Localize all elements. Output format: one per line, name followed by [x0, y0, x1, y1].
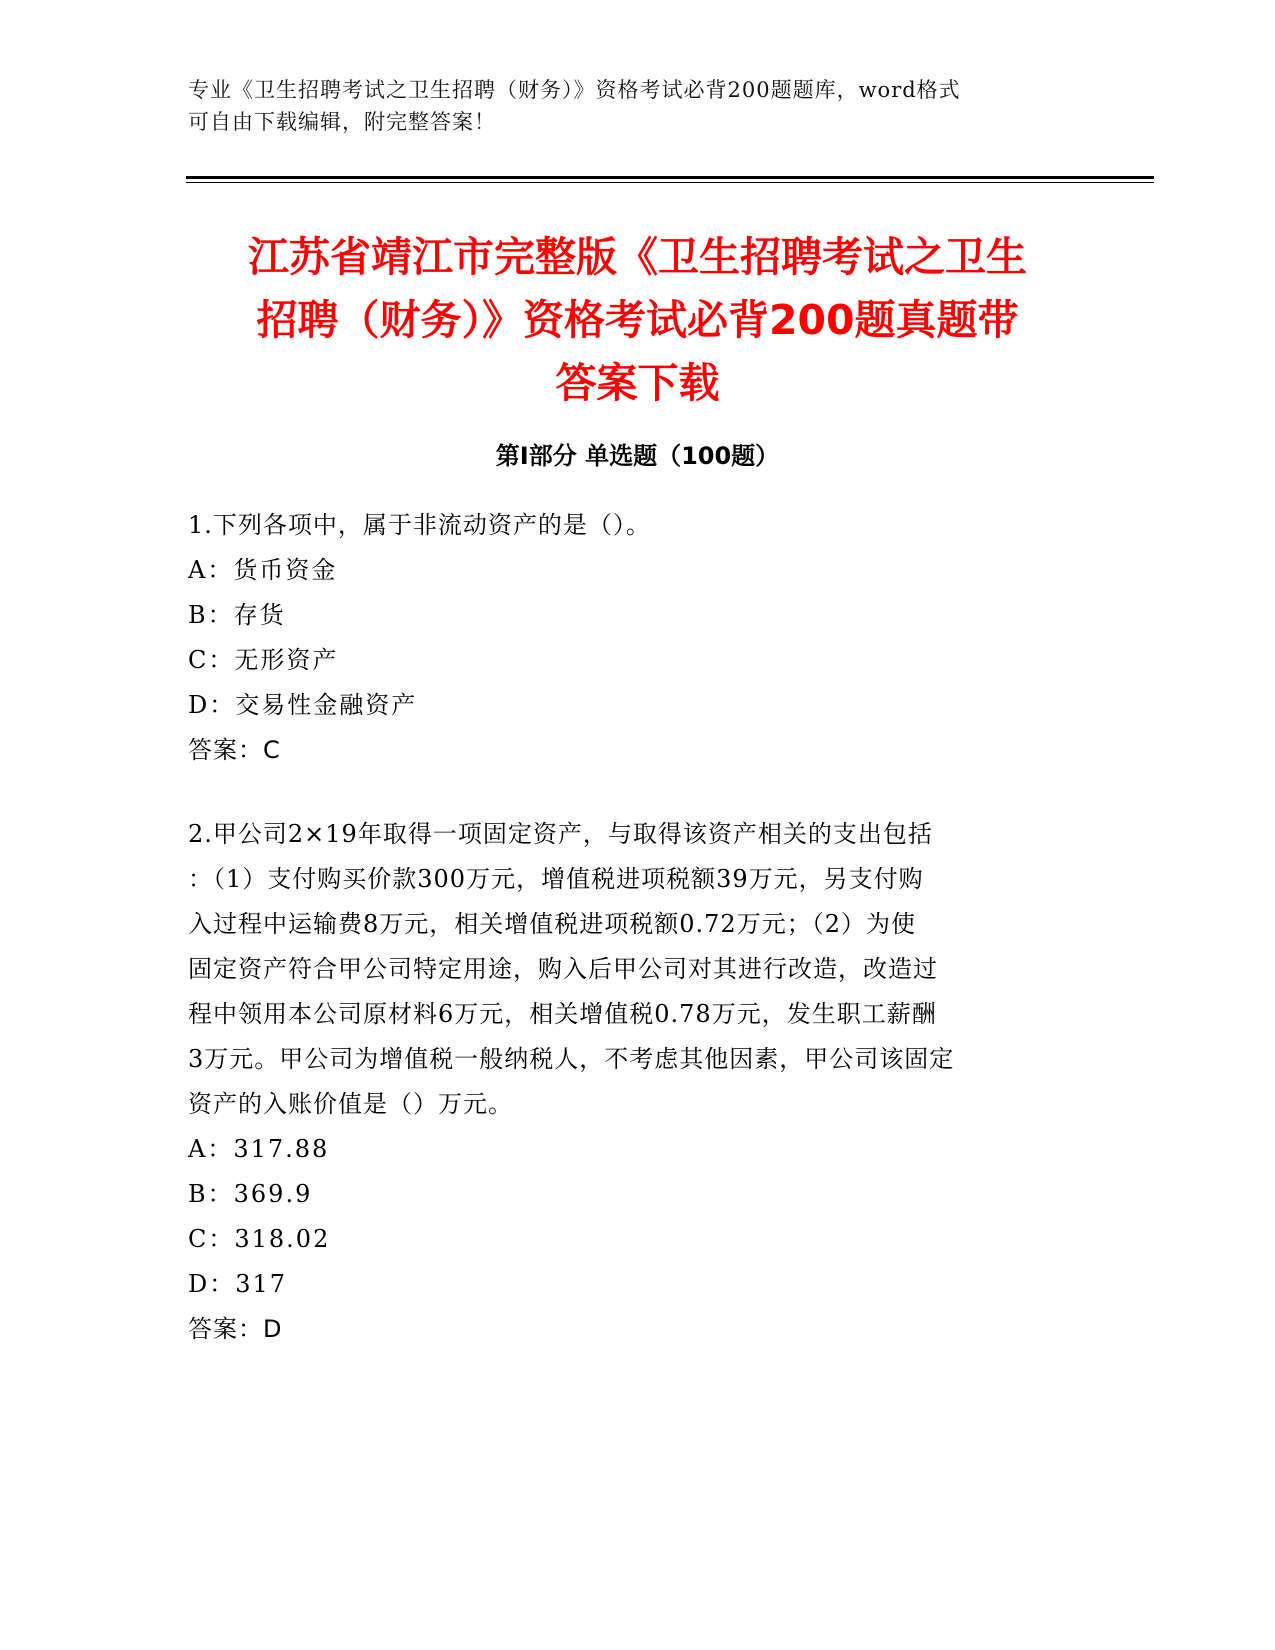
answer-text: 答案：D [188, 1315, 283, 1343]
question-stem-line: 资产的入账价值是（）万元。 [188, 1090, 513, 1118]
option-d: D：交易性金融资产 [188, 691, 418, 719]
option-b: B：369.9 [188, 1180, 313, 1208]
option-a: A：货币资金 [188, 556, 338, 584]
question-1 [188, 503, 1088, 773]
header-divider-thick [186, 176, 1154, 179]
header-note-line: 专业《卫生招聘考试之卫生招聘（财务）》资格考试必背200题题库，word格式 [188, 78, 961, 102]
document-title [160, 226, 1115, 415]
header-divider-thin [186, 182, 1154, 183]
answer-text: 答案：C [188, 736, 281, 764]
header-note-line: 可自由下载编辑，附完整答案！ [188, 110, 496, 134]
document-title-line: 答案下载 [555, 359, 720, 407]
header-note [188, 74, 1088, 138]
option-a: A：317.88 [188, 1135, 330, 1163]
question-stem [188, 503, 1088, 548]
question-stem-line: 1.下列各项中，属于非流动资产的是（）。 [188, 511, 651, 539]
question-stem-line: 2.甲公司2×19年取得一项固定资产，与取得该资产相关的支出包括 [188, 820, 933, 848]
option-c: C：318.02 [188, 1225, 331, 1253]
option-b: B：存货 [188, 601, 286, 629]
document-title-line: 招聘（财务）》资格考试必背200题真题带 [256, 296, 1019, 344]
question-stem-line: 程中领用本公司原材料6万元，相关增值税0.78万元，发生职工薪酬 [188, 1000, 937, 1028]
question-2 [188, 812, 1088, 1352]
question-stem-line: 3万元。甲公司为增值税一般纳税人，不考虑其他因素，甲公司该固定 [188, 1045, 955, 1073]
option-d: D：317 [188, 1270, 288, 1298]
question-stem-line: ：（1）支付购买价款300万元，增值税进项税额39万元，另支付购 [188, 865, 924, 893]
question-stem-line: 固定资产符合甲公司特定用途，购入后甲公司对其进行改造，改造过 [188, 955, 938, 983]
question-stem-line: 入过程中运输费8万元，相关增值税进项税额0.72万元；（2）为使 [188, 910, 916, 938]
option-c: C：无形资产 [188, 646, 339, 674]
document-title-line: 江苏省靖江市完整版《卫生招聘考试之卫生 [248, 233, 1027, 281]
question-stem [188, 812, 1088, 1127]
section-title: 第Ⅰ部分 单选题（100题） [495, 442, 780, 470]
